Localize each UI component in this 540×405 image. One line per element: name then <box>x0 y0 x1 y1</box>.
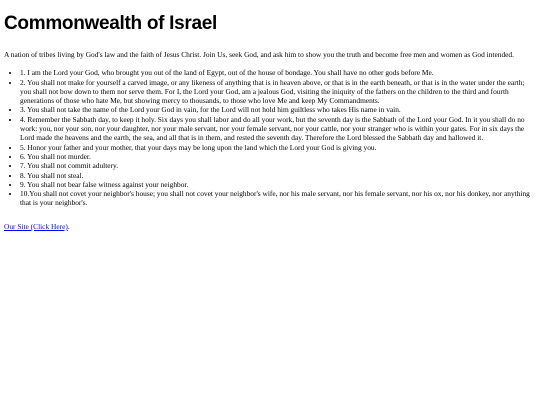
list-item: • 7. You shall not commit adultery. <box>20 161 536 170</box>
our-site-link[interactable]: Our Site (Click Here) <box>4 221 68 231</box>
list-item: • 1. I am the Lord your God, who brought you out of the land of Egypt, out of the house of bondage. You shall have no other gods before Me. <box>20 68 536 77</box>
site-link-line <box>4 208 536 231</box>
list-item: • 4. Remember the Sabbath day, to keep it holy. Six days you shall labor and do all your work, but the seventh day is the Sabbath of the Lord your God. In it you shall do no work: you, nor your son, nor your daughter, nor your male servant, nor your female servant, nor your cattle, nor your stranger who is within your gates. For in six days the Lord made the heavens and the earth, the sea, and all that is in them, and rested the seventh day. Therefore the Lord blessed the Sabbath day and hallowed it. <box>20 115 536 143</box>
list-item: • 3. You shall not take the name of the Lord your God in vain, for the Lord will not hold him guiltless who takes His name in vain. <box>20 105 536 114</box>
list-item: • 5. Honor your father and your mother, that your days may be long upon the land which the Lord your God is giving you. <box>20 143 536 152</box>
intro-paragraph: A nation of tribes living by God's law and the faith of Jesus Christ. Join Us, seek God, and ask him to show you the truth and become free men and women as God intended. <box>4 50 514 59</box>
list-item: • 2. You shall not make for yourself a carved image, or any likeness of anything that is in heaven above, or that is in the earth beneath, or that is in the water under the earth; you shall not bow down to them nor serve them. For I, the Lord your God, am a jealous God, visiting the iniquity of the fathers on the children to the third and fourth generations of those who hate Me, but showing mercy to thousands, to those who love Me and keep My Commandments. <box>20 78 536 106</box>
list-item: • 8. You shall not steal. <box>20 171 536 180</box>
page-title: Commonwealth of Israel <box>4 13 217 34</box>
commandments-list <box>4 68 536 207</box>
list-item: • 6. You shall not murder. <box>20 152 536 161</box>
list-item: • 10.You shall not covet your neighbor's house; you shall not covet your neighbor's wife, nor his male servant, nor his female servant, nor his ox, nor his donkey, nor anything that is your neighbor's. <box>20 189 536 208</box>
list-item: • 9. You shall not bear false witness against your neighbor. <box>20 180 536 189</box>
link-suffix: . <box>67 221 70 231</box>
